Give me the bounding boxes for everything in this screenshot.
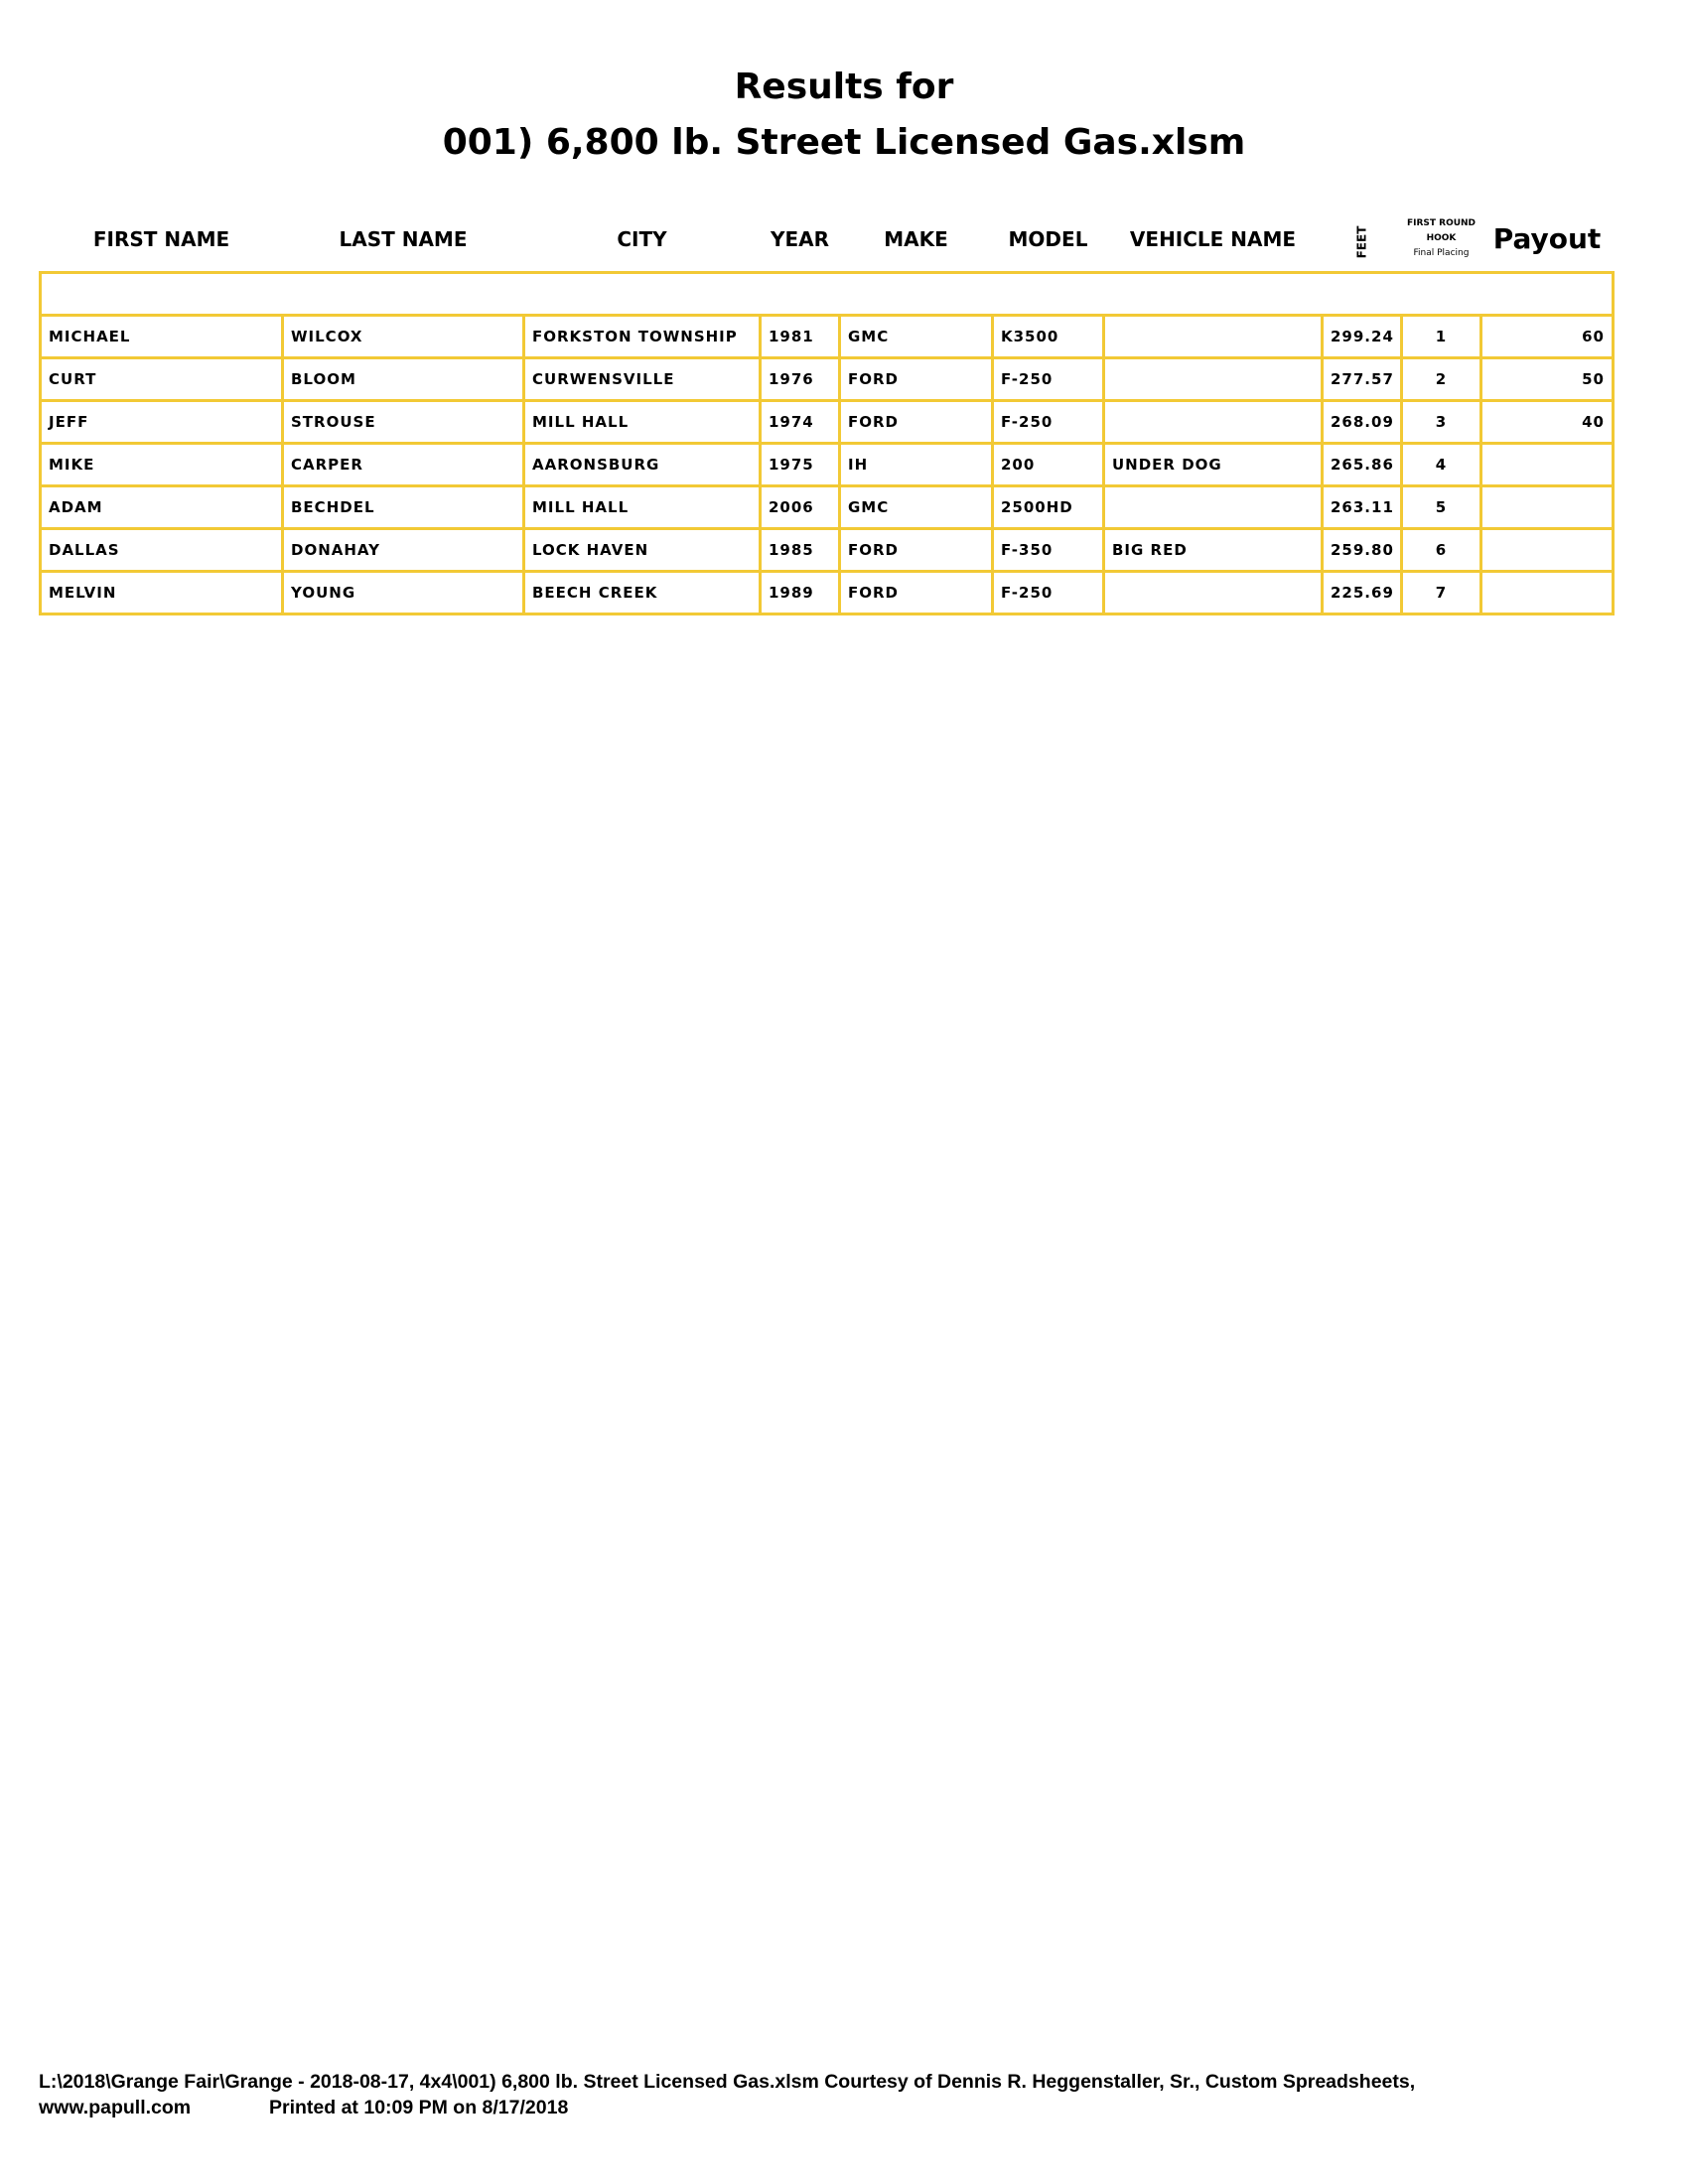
payout-cell: 50 <box>1481 358 1614 401</box>
first-name-cell: MIKE <box>41 444 283 486</box>
payout-cell <box>1481 572 1614 614</box>
model-cell: K3500 <box>993 316 1104 358</box>
make-cell: FORD <box>840 401 993 444</box>
last-name-cell: WILCOX <box>283 316 524 358</box>
first-name-cell: MELVIN <box>41 572 283 614</box>
col-header-vehicle-name: VEHICLE NAME <box>1129 226 1297 251</box>
last-name-cell: CARPER <box>283 444 524 486</box>
vehicle-name-cell: BIG RED <box>1104 529 1323 572</box>
first-name-cell: ADAM <box>41 486 283 529</box>
placing-cell: 6 <box>1402 529 1481 572</box>
printed-timestamp: Printed at 10:09 PM on 8/17/2018 <box>269 2097 569 2118</box>
vehicle-name-cell <box>1104 486 1323 529</box>
col-header-payout: Payout <box>1492 222 1602 255</box>
make-cell: GMC <box>840 316 993 358</box>
table-row <box>41 572 1614 614</box>
table-row <box>41 529 1614 572</box>
last-name-cell: DONAHAY <box>283 529 524 572</box>
placing-cell: 3 <box>1402 401 1481 444</box>
model-cell: F-250 <box>993 572 1104 614</box>
first-name-cell: CURT <box>41 358 283 401</box>
city-cell: BEECH CREEK <box>524 572 761 614</box>
payout-cell: 60 <box>1481 316 1614 358</box>
city-cell: LOCK HAVEN <box>524 529 761 572</box>
first-name-cell: JEFF <box>41 401 283 444</box>
placing-cell: 1 <box>1402 316 1481 358</box>
table-row <box>41 316 1614 358</box>
final-placing-label: Final Placing <box>1413 248 1470 258</box>
report-title-line2: 001) 6,800 lb. Street Licensed Gas.xlsm <box>442 122 1246 163</box>
make-cell: FORD <box>840 529 993 572</box>
year-cell: 1976 <box>761 358 840 401</box>
year-cell: 1974 <box>761 401 840 444</box>
results-table <box>39 206 1615 615</box>
year-cell: 1975 <box>761 444 840 486</box>
feet-cell: 277.57 <box>1323 358 1402 401</box>
last-name-cell: BECHDEL <box>283 486 524 529</box>
table-row <box>41 401 1614 444</box>
col-header-first-name: FIRST NAME <box>92 226 230 251</box>
placing-cell: 7 <box>1402 572 1481 614</box>
vehicle-name-cell <box>1104 572 1323 614</box>
payout-cell: 40 <box>1481 401 1614 444</box>
model-cell: F-250 <box>993 401 1104 444</box>
city-cell: MILL HALL <box>524 401 761 444</box>
first-round-label: FIRST ROUND <box>1406 218 1477 228</box>
model-cell: 2500HD <box>993 486 1104 529</box>
year-cell: 1989 <box>761 572 840 614</box>
first-name-cell: MICHAEL <box>41 316 283 358</box>
hook-label: HOOK <box>1426 233 1457 243</box>
col-header-make: MAKE <box>884 226 948 251</box>
last-name-cell: YOUNG <box>283 572 524 614</box>
make-cell: FORD <box>840 358 993 401</box>
last-name-cell: BLOOM <box>283 358 524 401</box>
last-name-cell: STROUSE <box>283 401 524 444</box>
col-header-city: CITY <box>617 226 667 251</box>
first-name-cell: DALLAS <box>41 529 283 572</box>
city-cell: CURWENSVILLE <box>524 358 761 401</box>
year-cell: 2006 <box>761 486 840 529</box>
placing-cell: 4 <box>1402 444 1481 486</box>
feet-cell: 299.24 <box>1323 316 1402 358</box>
col-header-last-name: LAST NAME <box>339 226 468 251</box>
city-cell: FORKSTON TOWNSHIP <box>524 316 761 358</box>
make-cell: FORD <box>840 572 993 614</box>
vehicle-name-cell: UNDER DOG <box>1104 444 1323 486</box>
vehicle-name-cell <box>1104 401 1323 444</box>
col-header-year: YEAR <box>770 226 830 251</box>
vehicle-name-cell <box>1104 316 1323 358</box>
file-path-line: L:\2018\Grange Fair\Grange - 2018-08-17, 4x4\001) 6,800 lb. Street Licensed Gas.xlsm Courtesy of Dennis R. Heggenstaller, Sr., Custom Spreadsheets, <box>39 2071 1416 2093</box>
col-header-model: MODEL <box>1008 226 1088 251</box>
table-row <box>41 486 1614 529</box>
feet-cell: 225.69 <box>1323 572 1402 614</box>
col-header-feet <box>1323 206 1402 273</box>
col-header-first-round <box>1402 206 1481 273</box>
placing-cell: 2 <box>1402 358 1481 401</box>
year-cell: 1981 <box>761 316 840 358</box>
payout-cell <box>1481 529 1614 572</box>
city-cell: MILL HALL <box>524 486 761 529</box>
feet-label: FEET <box>1354 225 1369 258</box>
payout-cell <box>1481 486 1614 529</box>
make-cell: IH <box>840 444 993 486</box>
vehicle-name-cell <box>1104 358 1323 401</box>
make-cell: GMC <box>840 486 993 529</box>
table-row <box>41 358 1614 401</box>
feet-cell: 265.86 <box>1323 444 1402 486</box>
feet-cell: 268.09 <box>1323 401 1402 444</box>
feet-cell: 263.11 <box>1323 486 1402 529</box>
year-cell: 1985 <box>761 529 840 572</box>
model-cell: F-350 <box>993 529 1104 572</box>
model-cell: F-250 <box>993 358 1104 401</box>
placing-cell: 5 <box>1402 486 1481 529</box>
payout-cell <box>1481 444 1614 486</box>
model-cell: 200 <box>993 444 1104 486</box>
report-title-line1: Results for <box>734 67 954 107</box>
city-cell: AARONSBURG <box>524 444 761 486</box>
feet-cell: 259.80 <box>1323 529 1402 572</box>
website-text: www.papull.com <box>39 2097 192 2118</box>
print-footer <box>39 2069 1667 2120</box>
header-row <box>41 206 1614 273</box>
table-row <box>41 444 1614 486</box>
